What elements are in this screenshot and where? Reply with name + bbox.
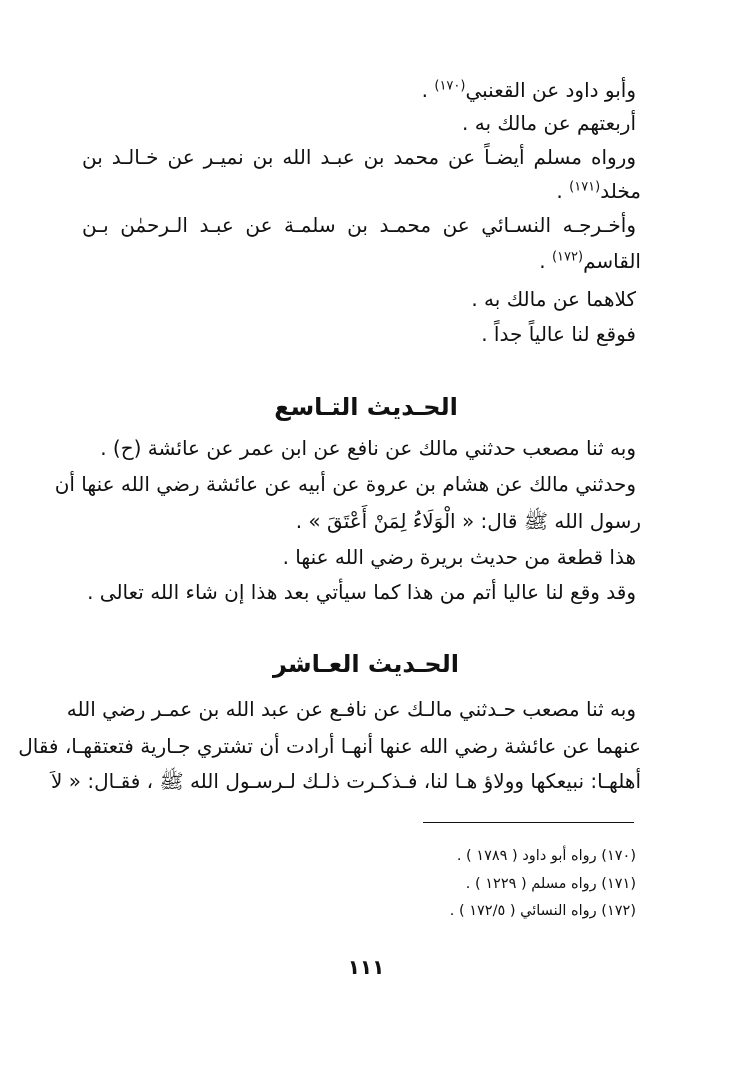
text-line <box>539 247 641 275</box>
text-line: وقد وقع لنا عاليا أتم من هذا كما سيأتي بعد هذا إن شاء الله تعالى . <box>87 580 636 604</box>
text-line: كلاهما عن مالك به . <box>471 287 636 311</box>
text-line: أهلهـا: نبيعكها وولاؤ هـا لنا، فـذكـرت ذلـك لـرسـول الله ﷺ ، فقـال: « لاَ <box>51 769 641 793</box>
section-heading-ninth: الحـديث التـاسع <box>274 393 458 421</box>
text-line: وأخـرجـه النسـائي عن محمـد بن سلمـة عن عبـد الـرحمٰن بـن <box>82 213 636 237</box>
text-line: وبه ثنا مصعب حدثني مالك عن نافع عن ابن عمر عن عائشة (ح) . <box>100 436 636 460</box>
text-segment: . <box>556 179 563 203</box>
text-line: رسول الله ﷺ قال: « الْوَلَاءُ لِمَنْ أَعْتَقَ » . <box>295 509 641 533</box>
footnote-ref-170[interactable]: (١٧٠) <box>434 78 466 94</box>
page-number: ١١١ <box>347 955 385 979</box>
section-heading-tenth: الحـديث العـاشر <box>273 650 459 678</box>
text-segment: وأبو داود عن القعنبي <box>465 78 636 102</box>
text-line: أربعتهم عن مالك به . <box>462 111 636 135</box>
footnote-172: (١٧٢) رواه النسائي ( ١٧٢/٥ ) . <box>449 903 636 919</box>
text-line <box>422 76 636 104</box>
text-line: وحدثني مالك عن هشام بن عروة عن أبيه عن عائشة رضي الله عنها أن <box>54 472 636 496</box>
text-segment: . <box>539 249 546 273</box>
footnote-ref-171[interactable]: (١٧١) <box>569 179 601 195</box>
footnote-170: (١٧٠) رواه أبو داود ( ١٧٨٩ ) . <box>456 848 636 864</box>
text-segment: . <box>421 78 428 102</box>
text-line: وبه ثنا مصعب حـدثني مالـك عن نافـع عن عبد الله بن عمـر رضي الله <box>66 697 636 721</box>
text-line <box>556 177 641 205</box>
footnote-divider <box>423 822 634 823</box>
footnote-ref-172[interactable]: (١٧٢) <box>551 249 584 265</box>
text-line: عنهما عن عائشة رضي الله عنها أنهـا أرادت أن تشتري جـارية فتعتقهـا، فقال <box>18 734 641 758</box>
footnote-171: (١٧١) رواه مسلم ( ١٢٢٩ ) . <box>465 876 636 892</box>
text-segment: القاسم <box>583 249 641 273</box>
text-line: فوقع لنا عالياً جداً . <box>481 322 636 346</box>
text-segment: مخلد <box>600 179 641 203</box>
text-line: ورواه مسلم أيضـاً عن محمد بن عبـد الله بن نميـر عن خـالـد بن <box>82 145 636 169</box>
text-line: هذا قطعة من حديث بريرة رضي الله عنها . <box>282 545 636 569</box>
